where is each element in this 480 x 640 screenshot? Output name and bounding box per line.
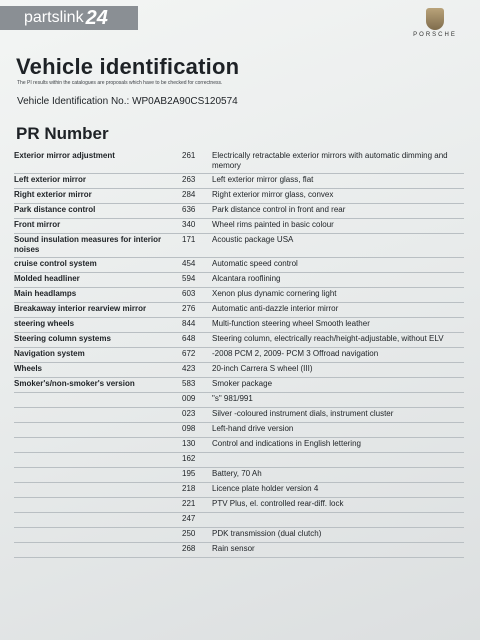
pr-category: Park distance control — [14, 205, 96, 214]
pr-description: Xenon plus dynamic cornering light — [212, 289, 337, 298]
pr-description: Left-hand drive version — [212, 424, 294, 433]
pr-category — [14, 394, 182, 405]
pr-code: 423 — [182, 364, 196, 373]
pr-code: 594 — [182, 274, 196, 283]
table-row — [14, 174, 464, 189]
table-row — [14, 393, 464, 408]
table-row — [14, 408, 464, 423]
table-row — [14, 288, 464, 303]
pr-description: Multi-function steering wheel Smooth leather — [212, 319, 370, 328]
pr-description: Steering column, electrically reach/height-adjustable, without ELV — [212, 334, 444, 343]
pr-category: cruise control system — [14, 259, 97, 268]
pr-code: 583 — [182, 379, 196, 388]
table-row — [14, 498, 464, 513]
pr-description: Right exterior mirror glass, convex — [212, 190, 334, 199]
brand-wordmark: PORSCHE — [413, 32, 457, 38]
vin-line: Vehicle Identification No.: WP0AB2A90CS120574 — [17, 96, 238, 107]
pr-category: Molded headliner — [14, 274, 80, 283]
pr-code: 340 — [182, 220, 196, 229]
pr-category: Exterior mirror adjustment — [14, 151, 115, 160]
table-row — [14, 378, 464, 393]
pr-category — [14, 469, 182, 480]
pr-description: PTV Plus, el. controlled rear-diff. lock — [212, 499, 344, 508]
pr-code: 284 — [182, 190, 196, 199]
table-row — [14, 363, 464, 378]
pr-description: Battery, 70 Ah — [212, 469, 262, 478]
porsche-crest-icon — [426, 8, 444, 30]
pr-description: Automatic speed control — [212, 259, 298, 268]
partslink-logo — [0, 6, 138, 30]
table-row — [14, 453, 464, 468]
pr-code: 636 — [182, 205, 196, 214]
pr-description: Park distance control in front and rear — [212, 205, 346, 214]
pr-category — [14, 544, 182, 555]
pr-code: 454 — [182, 259, 196, 268]
pr-description: Automatic anti-dazzle interior mirror — [212, 304, 339, 313]
pr-code: 218 — [182, 484, 196, 493]
pr-category: Smoker's/non-smoker's version — [14, 379, 135, 388]
pr-code: 603 — [182, 289, 196, 298]
pr-description: Rain sensor — [212, 544, 255, 553]
logo-number: 24 — [85, 6, 108, 29]
pr-category: Navigation system — [14, 349, 85, 358]
pr-code: 276 — [182, 304, 196, 313]
pr-description — [208, 454, 464, 465]
table-row — [14, 333, 464, 348]
pr-category: Sound insulation measures for interior noises — [14, 235, 162, 254]
pr-code: 268 — [182, 544, 196, 553]
pr-description: Licence plate holder version 4 — [212, 484, 319, 493]
pr-code: 261 — [182, 151, 196, 160]
table-row — [14, 318, 464, 333]
table-row — [14, 423, 464, 438]
pr-description: Smoker package — [212, 379, 273, 388]
table-row — [14, 468, 464, 483]
pr-description: Wheel rims painted in basic colour — [212, 220, 334, 229]
table-row — [14, 204, 464, 219]
pr-category — [14, 424, 182, 435]
pr-category: Left exterior mirror — [14, 175, 87, 184]
pr-description: Alcantara rooflining — [212, 274, 281, 283]
pr-code: 844 — [182, 319, 196, 328]
porsche-brand — [400, 8, 470, 38]
pr-category: Breakaway interior rearview mirror — [14, 304, 147, 313]
pr-category — [14, 529, 182, 540]
section-title: PR Number — [16, 124, 109, 143]
pr-category: Main headlamps — [14, 289, 77, 298]
pr-category — [14, 514, 182, 525]
pr-code: 009 — [182, 394, 196, 403]
pr-category: steering wheels — [14, 319, 75, 328]
pr-code: 195 — [182, 469, 196, 478]
pr-description: Electrically retractable exterior mirrors with automatic dimming and memory — [212, 151, 448, 170]
pr-category — [14, 439, 182, 450]
table-row — [14, 150, 464, 174]
pr-description: Left exterior mirror glass, flat — [212, 175, 314, 184]
pr-description: PDK transmission (dual clutch) — [212, 529, 322, 538]
pr-code: 221 — [182, 499, 196, 508]
pr-number-table — [14, 150, 464, 558]
header-bar — [0, 0, 480, 38]
table-row — [14, 483, 464, 498]
pr-description: -2008 PCM 2, 2009- PCM 3 Offroad navigation — [212, 349, 379, 358]
table-row — [14, 528, 464, 543]
table-row — [14, 543, 464, 558]
pr-code: 672 — [182, 349, 196, 358]
pr-category — [14, 409, 182, 420]
pr-description: Silver -coloured instrument dials, instrument cluster — [212, 409, 394, 418]
pr-code: 023 — [182, 409, 196, 418]
pr-code: 162 — [182, 454, 196, 463]
pr-category — [14, 454, 182, 465]
pr-category: Steering column systems — [14, 334, 111, 343]
pr-code: 130 — [182, 439, 196, 448]
pr-category — [14, 499, 182, 510]
pr-code: 098 — [182, 424, 196, 433]
pr-description: Acoustic package USA — [212, 235, 294, 244]
table-row — [14, 348, 464, 363]
table-row — [14, 438, 464, 453]
table-row — [14, 273, 464, 288]
table-row — [14, 513, 464, 528]
pr-description: "s" 981/991 — [212, 394, 253, 403]
pr-code: 250 — [182, 529, 196, 538]
disclaimer-text: The PI results within the catalogues are proposals which have to be checked for correctness. — [17, 80, 223, 86]
pr-category: Wheels — [14, 364, 43, 373]
logo-text: partslink — [24, 9, 84, 26]
pr-code: 263 — [182, 175, 196, 184]
pr-description: 20-inch Carrera S wheel (III) — [212, 364, 313, 373]
table-row — [14, 219, 464, 234]
table-row — [14, 234, 464, 258]
table-row — [14, 258, 464, 273]
table-row — [14, 189, 464, 204]
pr-category — [14, 484, 182, 495]
pr-category: Front mirror — [14, 220, 61, 229]
pr-code: 648 — [182, 334, 196, 343]
page-title: Vehicle identification — [16, 54, 240, 79]
table-row — [14, 303, 464, 318]
pr-description: Control and indications in English lettering — [212, 439, 361, 448]
pr-code: 247 — [182, 514, 196, 523]
pr-code: 171 — [182, 235, 196, 244]
pr-category: Right exterior mirror — [14, 190, 92, 199]
pr-description — [208, 514, 464, 525]
